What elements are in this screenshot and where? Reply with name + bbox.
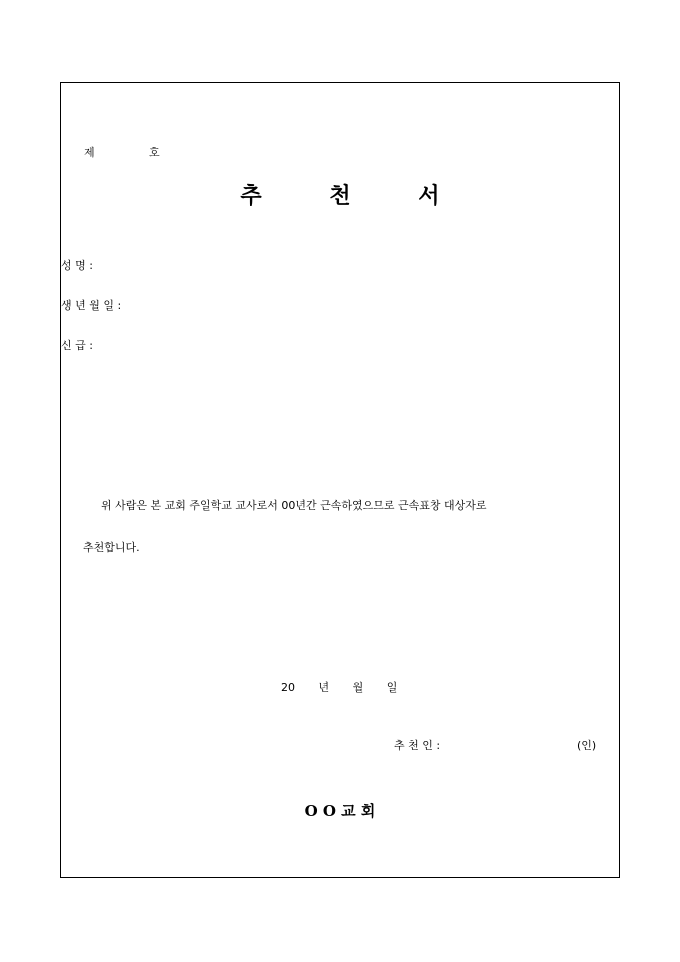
- field-label-birthdate: 생 년 월 일 :: [61, 299, 122, 312]
- date-year-unit: 년: [318, 681, 330, 694]
- title-char-2: 천: [329, 183, 351, 209]
- title-char-1: 추: [240, 183, 262, 209]
- date-month-unit: 월: [352, 681, 364, 694]
- field-birthdate-label: [61, 299, 121, 313]
- field-label-name: 성 명 :: [61, 259, 93, 272]
- field-name-label: [61, 259, 93, 273]
- church-name: O O 교 회: [304, 802, 376, 820]
- document-title: [61, 183, 619, 209]
- recommender-label: 추 천 인 :: [394, 739, 441, 752]
- document-page: [60, 82, 620, 878]
- title-char-3: 서: [418, 183, 440, 209]
- body-text-line-2: 추천합니다.: [83, 541, 140, 554]
- body-text-line-1: 위 사람은 본 교회 주일학교 교사로서 00년간 근속하였으므로 근속표창 대상자로: [101, 499, 487, 512]
- date-line: [281, 681, 417, 695]
- field-label-rank: 신 급 :: [61, 339, 93, 352]
- seal-mark: (인): [577, 739, 597, 752]
- field-rank-label: [61, 339, 93, 353]
- date-day-unit: 일: [386, 681, 398, 694]
- doc-number-label: 제: [84, 146, 95, 159]
- doc-number-suffix: 호: [149, 146, 160, 159]
- date-year-prefix: 20: [281, 681, 295, 694]
